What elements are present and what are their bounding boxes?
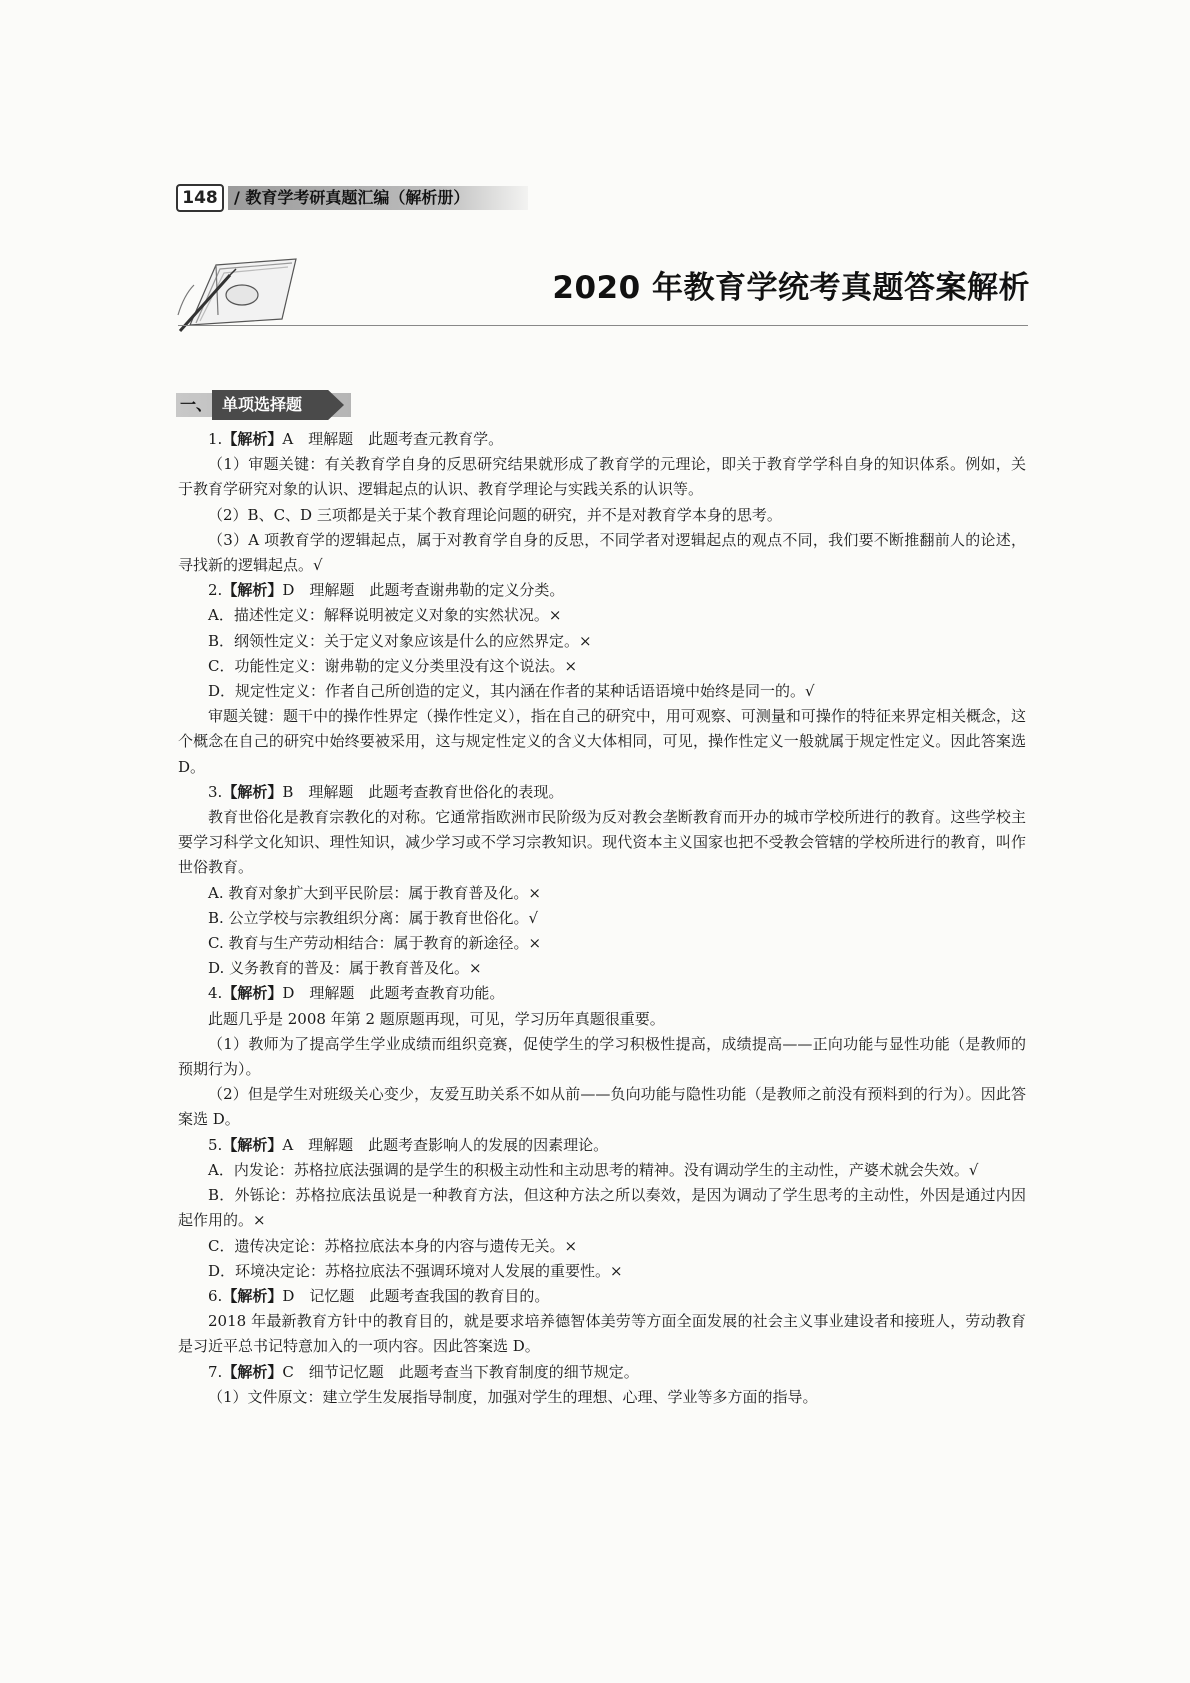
section-label: 单项选择题	[222, 395, 303, 414]
paragraph: 此题几乎是 2008 年第 2 题原题再现，可见，学习历年真题很重要。	[208, 1009, 665, 1028]
paragraph: （1）文件原文：建立学生发展指导制度，加强对学生的理想、心理、学业等多方面的指导。	[208, 1387, 818, 1406]
option-line: D．环境决定论：苏格拉底法不强调环境对人发展的重要性。×	[208, 1261, 623, 1280]
paragraph: （1）教师为了提高学生学业成绩而组织竞赛，促使学生的学习积极性提高，成绩提高——正向功能与显性功能（是教师的预期行为）。	[178, 1034, 1026, 1079]
option-line: C. 教育与生产劳动相结合：属于教育的新途径。×	[208, 934, 542, 953]
question-header: 1.【解析】A 理解题 此题考查元教育学。	[208, 430, 504, 448]
option-line: A．描述性定义：解释说明被定义对象的实然状况。×	[208, 606, 562, 625]
paragraph: 审题关键：题干中的操作性界定（操作性定义），指在自己的研究中，用可观察、可测量和可操作的特征来界定相关概念，这个概念在自己的研究中始终要被采用，这与规定性定义的含义大体相同，可见，操作性定义一般就属于规定性定义。因此答案选 D。	[178, 707, 1026, 776]
title-rule	[178, 325, 1028, 326]
section-banner	[176, 390, 360, 420]
option-line: C．遗传决定论：苏格拉底法本身的内容与遗传无关。×	[208, 1236, 578, 1255]
question-header: 7.【解析】C 细节记忆题 此题考查当下教育制度的细节规定。	[208, 1362, 639, 1381]
question-header: 4.【解析】D 理解题 此题考查教育功能。	[208, 984, 505, 1003]
page-title: 2020 年教育学统考真题答案解析	[552, 270, 1030, 306]
question-header: 5.【解析】A 理解题 此题考查影响人的发展的因素理论。	[208, 1135, 609, 1154]
paragraph: 教育世俗化是教育宗教化的对称。它通常指欧洲市民阶级为反对教会垄断教育而开办的城市学校所进行的教育。这些学校主要学习科学文化知识、理性知识，减少学习或不学习宗教知识。现代资本主义国家也把不受教会管辖的学校所进行的教育，叫作世俗教育。	[178, 808, 1026, 877]
paragraph: （2）B、C、D 三项都是关于某个教育理论问题的研究，并不是对教育学本身的思考。	[208, 505, 782, 524]
question-header: 3.【解析】B 理解题 此题考查教育世俗化的表现。	[208, 782, 564, 801]
option-line: A. 教育对象扩大到平民阶层：属于教育普及化。×	[208, 883, 541, 902]
page-number: 148	[176, 184, 224, 212]
answer-content	[178, 427, 1026, 1410]
option-line: B．纲领性定义：关于定义对象应该是什么的应然界定。×	[208, 631, 592, 650]
option-line: D. 义务教育的普及：属于教育普及化。×	[208, 959, 482, 978]
option-line: B．外铄论：苏格拉底法虽说是一种教育方法，但这种方法之所以奏效，是因为调动了学生思考的主动性，外因是通过内因起作用的。×	[178, 1186, 1026, 1230]
running-header	[176, 184, 528, 212]
question-header: 2.【解析】D 理解题 此题考查谢弗勒的定义分类。	[208, 581, 565, 600]
option-line: A．内发论：苏格拉底法强调的是学生的积极主动性和主动思考的精神。没有调动学生的主动性，产婆术就会失效。√	[208, 1160, 979, 1179]
option-line: D．规定性定义：作者自己所创造的定义，其内涵在作者的某种话语语境中始终是同一的。√	[208, 682, 815, 701]
paragraph: （1）审题关键：有关教育学自身的反思研究结果就形成了教育学的元理论，即关于教育学学科自身的知识体系。例如，关于教育学研究对象的认识、逻辑起点的认识、教育学理论与实践关系的认识等。	[178, 455, 1026, 499]
running-title: / 教育学考研真题汇编（解析册）	[228, 186, 528, 210]
question-header: 6.【解析】D 记忆题 此题考查我国的教育目的。	[208, 1286, 550, 1305]
paragraph: 2018 年最新教育方针中的教育目的，就是要求培养德智体美劳等方面全面发展的社会主义事业建设者和接班人，劳动教育是习近平总书记特意加入的一项内容。因此答案选 D。	[178, 1312, 1026, 1356]
option-line: B. 公立学校与宗教组织分离：属于教育世俗化。√	[208, 908, 539, 927]
notebook-pen-illustration-icon	[176, 255, 306, 333]
paragraph: （2）但是学生对班级关心变少，友爱互助关系不如从前——负向功能与隐性功能（是教师之前没有预料到的行为）。因此答案选 D。	[178, 1085, 1026, 1129]
paragraph: （3）A 项教育学的逻辑起点，属于对教育学自身的反思，不同学者对逻辑起点的观点不同，我们要不断推翻前人的论述，寻找新的逻辑起点。√	[178, 530, 1026, 575]
section-number: 一、	[180, 395, 213, 414]
option-line: C．功能性定义：谢弗勒的定义分类里没有这个说法。×	[208, 656, 578, 675]
